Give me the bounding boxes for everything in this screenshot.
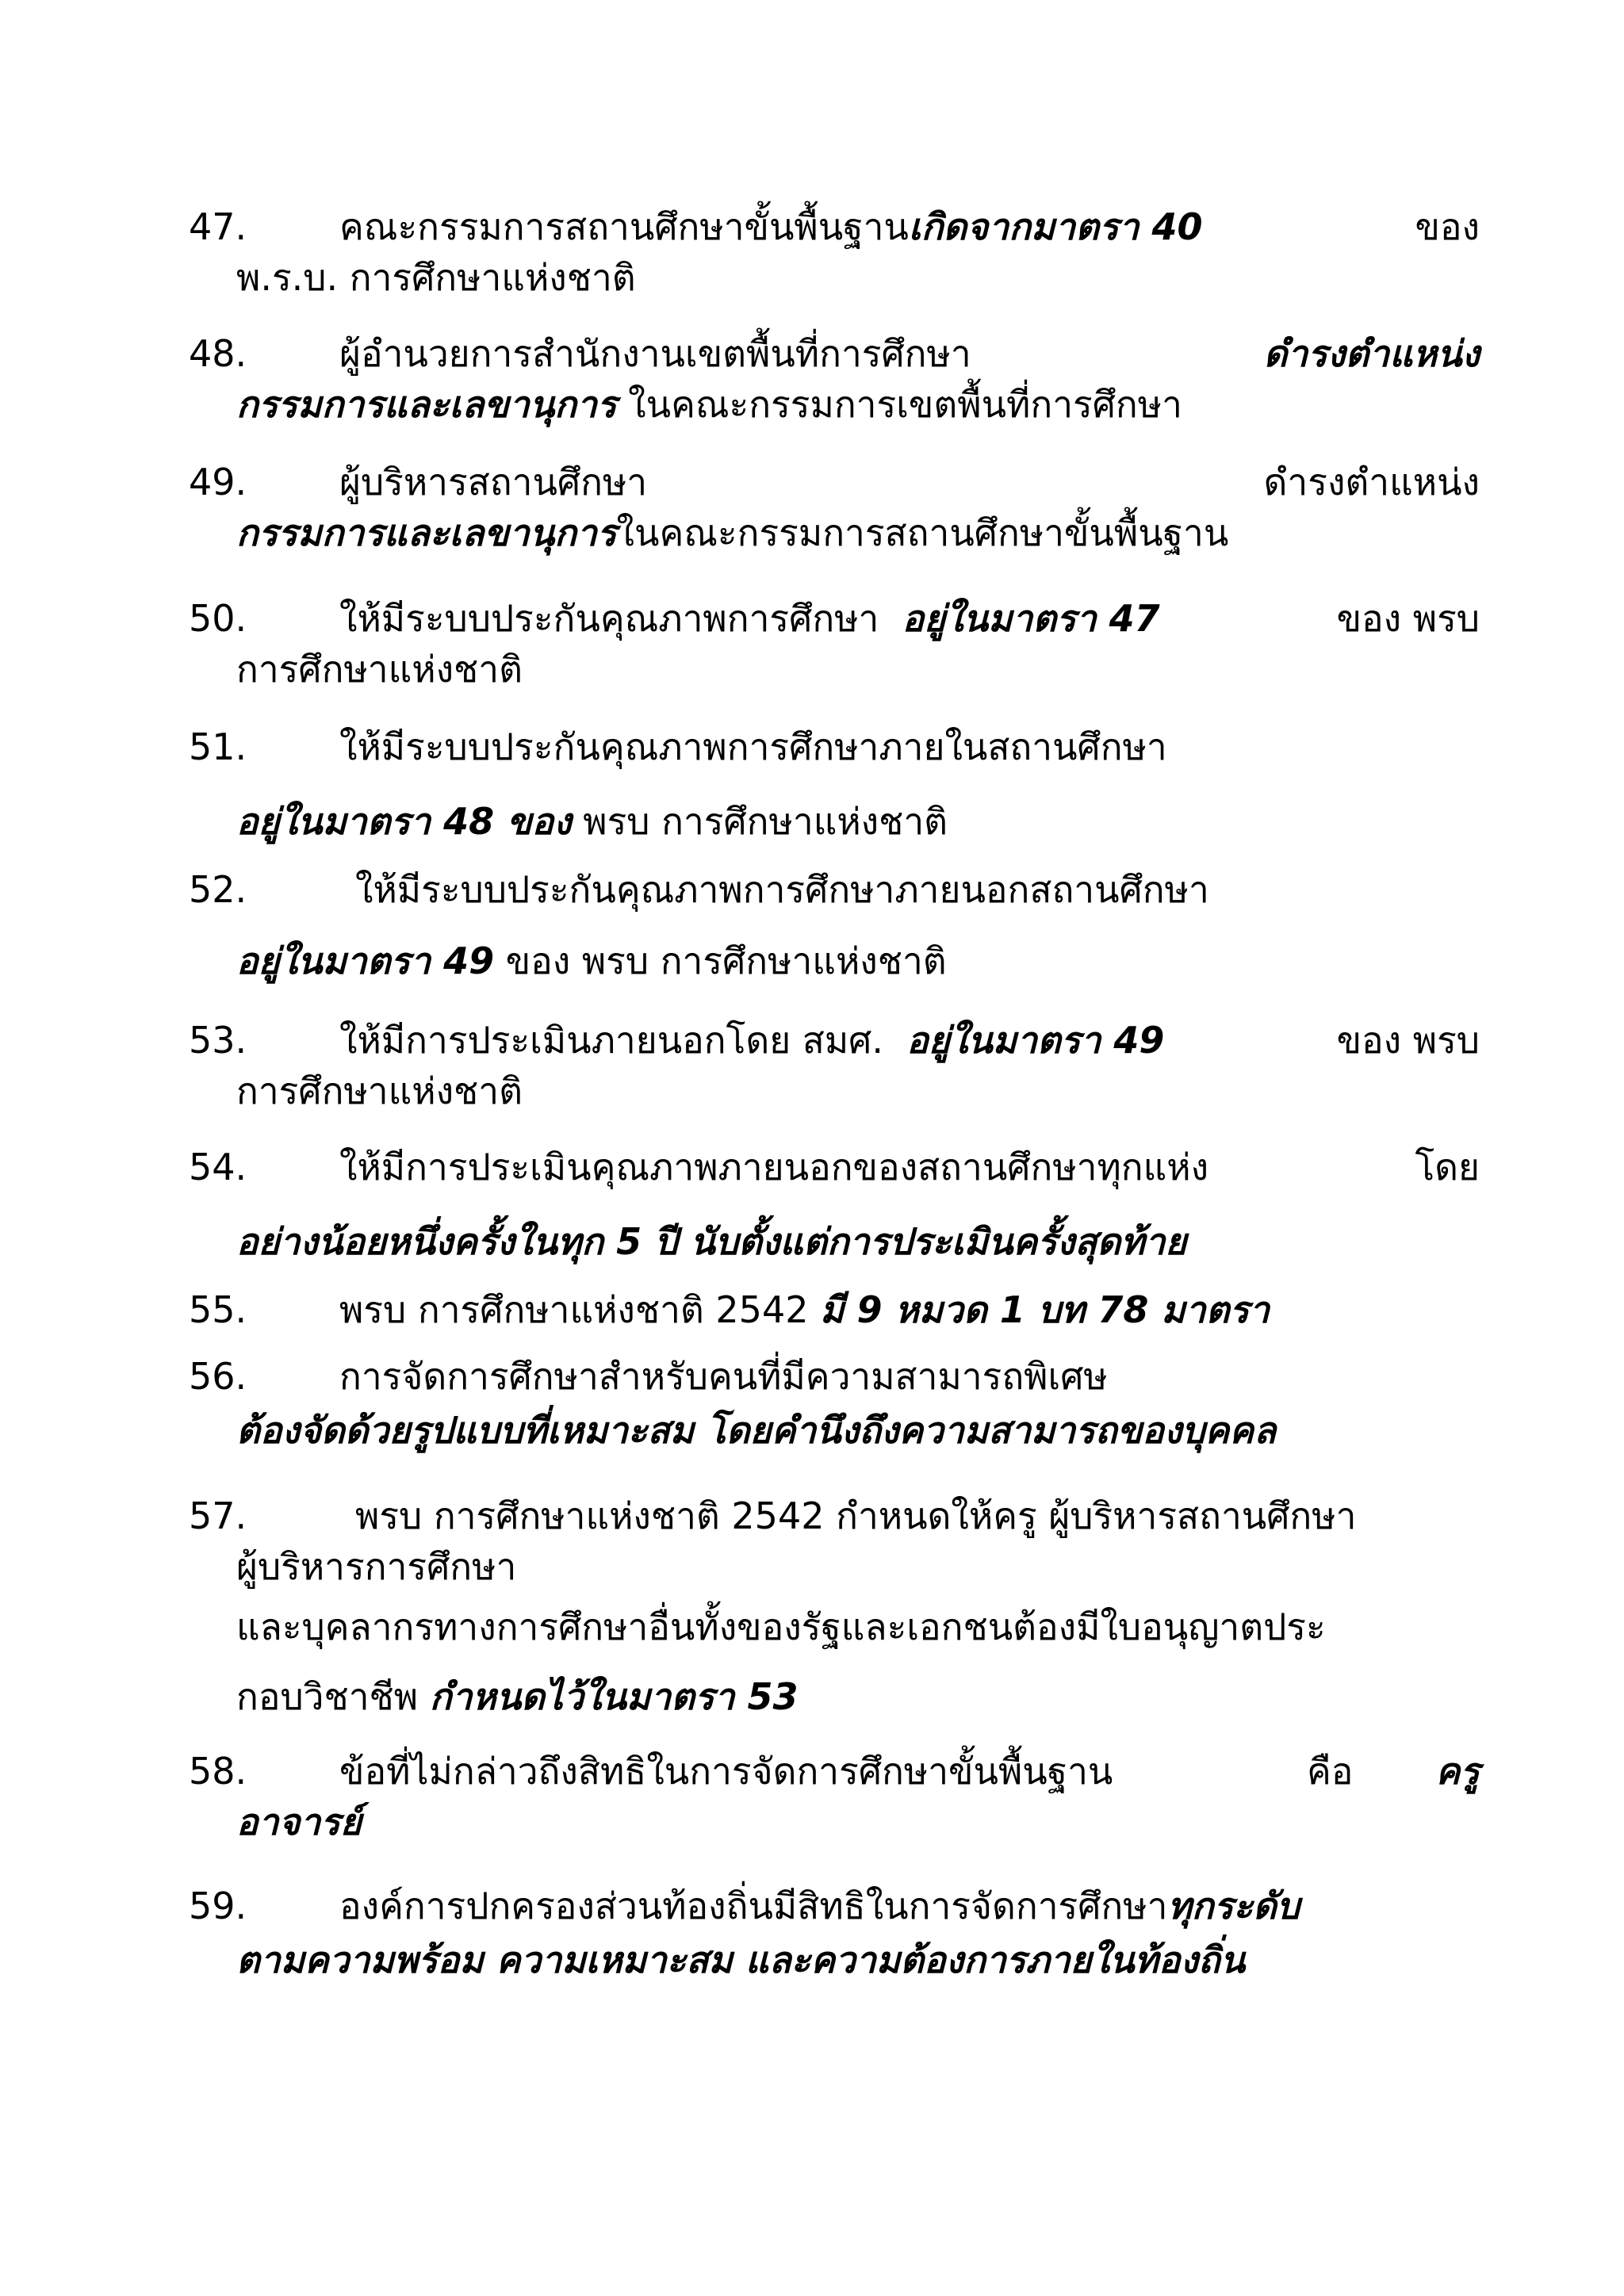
emphasis-text: อยู่ในมาตรา 48 ของ <box>236 800 572 843</box>
list-item: 56. การจัดการศึกษาสำหรับคนที่มีความสามารถพิเศษ ต้องจัดด้วยรูปแบบที่เหมาะสม โดยคำนึงถึงความสามารถของบุคคล <box>189 1351 1480 1456</box>
list-item: 52. ให้มีระบบประกันคุณภาพการศึกษาภายนอกสถานศึกษา อยู่ในมาตรา 49 ของ พรบ การศึกษาแห่งชาติ <box>189 864 1480 986</box>
item-number: 54. <box>189 1146 247 1188</box>
item-number: 50. <box>189 597 247 640</box>
list-item: 50. ให้มีระบบประกันคุณภาพการศึกษา อยู่ในมาตรา 47 ของ พรบ การศึกษาแห่งชาติ <box>189 593 1480 695</box>
list-item: 57. พรบ การศึกษาแห่งชาติ 2542 กำหนดให้ครู ผู้บริหารสถานศึกษา ผู้บริหารการศึกษา และบุคลากรทางการศึกษาอื่นทั้งของรัฐและเอกชนต้องมีใบอนุญาตประ กอบวิชาชีพ กำหนดไว้ในมาตรา 53 <box>189 1490 1480 1722</box>
list-item: 59. องค์การปกครองส่วนท้องถิ่นมีสิทธิในการจัดการศึกษาทุกระดับ ตามความพร้อม ความเหมาะสม และความต้องการภายในท้องถิ่น <box>189 1881 1480 1985</box>
emphasis-text: เกิดจากมาตรา 40 <box>908 205 1203 248</box>
emphasis-text: ต้องจัดด้วยรูปแบบที่เหมาะสม โดยคำนึงถึงความสามารถของบุคคล <box>236 1409 1277 1452</box>
list-item: 54. ให้มีการประเมินคุณภาพภายนอกของสถานศึกษาทุกแห่ง โดย อย่างน้อยหนึ่งครั้งในทุก 5 ปี นับตั้งแต่การประเมินครั้งสุดท้าย <box>189 1142 1480 1267</box>
emphasis-text: ดำรงตำแหน่ง <box>1263 332 1480 375</box>
emphasis-text: กำหนดไว้ในมาตรา 53 <box>429 1675 799 1718</box>
item-number: 47. <box>189 205 247 248</box>
emphasis-text: อย่างน้อยหนึ่งครั้งในทุก 5 ปี นับตั้งแต่การประเมินครั้งสุดท้าย <box>236 1220 1187 1263</box>
item-number: 55. <box>189 1288 247 1331</box>
emphasis-text: กรรมการและเลขานุการ <box>236 383 617 426</box>
emphasis-text: ตามความพร้อม ความเหมาะสม และความต้องการภายในท้องถิ่น <box>236 1938 1246 1981</box>
list-item: 55. พรบ การศึกษาแห่งชาติ 2542 มี 9 หมวด 1 บท 78 มาตรา <box>189 1284 1480 1335</box>
item-number: 58. <box>189 1750 247 1793</box>
list-item: 48. ผู้อำนวยการสำนักงานเขตพื้นที่การศึกษา ดำรงตำแหน่ง กรรมการและเลขานุการ ในคณะกรรมการเขตพื้นที่การศึกษา <box>189 328 1480 430</box>
emphasis-text: กรรมการและเลขานุการ <box>236 511 617 554</box>
item-number: 52. <box>189 868 247 911</box>
item-number: 48. <box>189 332 247 375</box>
list-item: 58. ข้อที่ไม่กล่าวถึงสิทธิในการจัดการศึกษาขั้นพื้นฐาน คือ ครู อาจารย์ <box>189 1746 1480 1847</box>
emphasis-text: อาจารย์ <box>236 1800 362 1843</box>
list-item: 47. คณะกรรมการสถานศึกษาขั้นพื้นฐานเกิดจากมาตรา 40 ของ พ.ร.บ. การศึกษาแห่งชาติ <box>189 201 1480 303</box>
item-number: 56. <box>189 1355 247 1398</box>
item-number: 53. <box>189 1019 247 1062</box>
emphasis-text: มี 9 หมวด 1 บท 78 มาตรา <box>820 1288 1270 1331</box>
emphasis-text: ทุกระดับ <box>1167 1885 1300 1927</box>
item-number: 51. <box>189 725 247 768</box>
list-item: 51. ให้มีระบบประกันคุณภาพการศึกษาภายในสถานศึกษา อยู่ในมาตรา 48 ของ พรบ การศึกษาแห่งชาติ <box>189 721 1480 847</box>
item-number: 59. <box>189 1885 247 1927</box>
list-item: 53. ให้มีการประเมินภายนอกโดย สมศ. อยู่ในมาตรา 49 ของ พรบ การศึกษาแห่งชาติ <box>189 1015 1480 1116</box>
emphasis-text: อยู่ในมาตรา 49 <box>906 1019 1165 1062</box>
emphasis-text: อยู่ในมาตรา 49 <box>236 939 495 982</box>
emphasis-text: อยู่ในมาตรา 47 <box>902 597 1160 640</box>
item-number: 49. <box>189 461 247 503</box>
list-item: 49. ผู้บริหารสถานศึกษา ดำรงตำแหน่ง กรรมการและเลขานุการในคณะกรรมการสถานศึกษาขั้นพื้นฐาน <box>189 457 1480 558</box>
item-number: 57. <box>189 1494 247 1537</box>
emphasis-text: ครู <box>1435 1750 1480 1793</box>
